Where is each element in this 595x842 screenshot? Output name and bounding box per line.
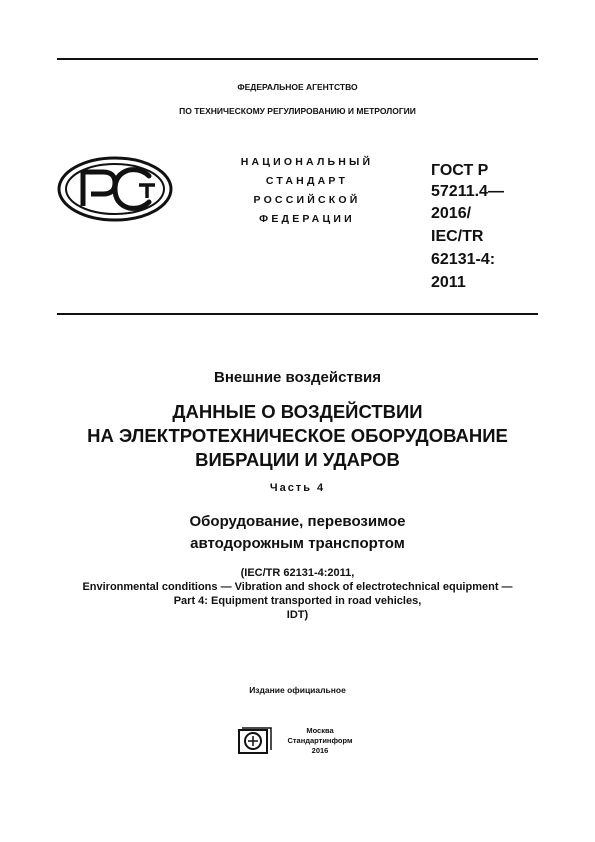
reference-line-3: Part 4: Equipment transported in road vehicles, [173, 595, 422, 607]
reference-line-4: IDT) [286, 609, 309, 621]
part-number: Часть 4 [269, 482, 326, 494]
designation-line-3: 2016/ [431, 205, 472, 222]
title-group: Внешние воздействия [214, 369, 381, 386]
designation-line-2: 57211.4— [431, 183, 504, 200]
title-main-line-2: НА ЭЛЕКТРОТЕХНИЧЕСКОЕ ОБОРУДОВАНИЕ [87, 425, 508, 446]
middle-rule [57, 313, 538, 315]
subtitle-line-2: автодорожным транспортом [190, 535, 405, 552]
publisher-year: 2016 [311, 746, 329, 755]
standard-type-line-1: НАЦИОНАЛЬНЫЙ [240, 156, 374, 168]
publisher-city: Москва [306, 726, 334, 735]
reference-line-1: (IEC/TR 62131-4:2011, [240, 567, 355, 579]
standard-type-line-4: ФЕДЕРАЦИИ [259, 213, 355, 225]
subtitle-line-1: Оборудование, перевозимое [189, 513, 406, 530]
edition-label: Издание официальное [249, 685, 346, 695]
designation-line-6: 2011 [431, 274, 466, 291]
agency-line-2: ПО ТЕХНИЧЕСКОМУ РЕГУЛИРОВАНИЮ И МЕТРОЛОГИИ [179, 106, 416, 116]
designation-line-5: 62131-4: [431, 251, 496, 268]
designation-line-4: IEC/TR [431, 228, 484, 245]
reference-line-2: Environmental conditions — Vibration and shock of electrotechnical equipment — [82, 581, 513, 593]
top-rule [57, 58, 538, 60]
designation-line-1: ГОСТ Р [431, 162, 489, 179]
publisher-name: Стандартинформ [287, 736, 353, 745]
standard-type-line-2: СТАНДАРТ [265, 175, 349, 187]
title-main-line-3: ВИБРАЦИИ И УДАРОВ [195, 449, 400, 470]
agency-line-1: ФЕДЕРАЛЬНОЕ АГЕНТСТВО [237, 82, 358, 92]
standard-type-line-3: РОССИЙСКОЙ [253, 194, 361, 206]
standartinform-logo-icon [238, 725, 274, 755]
gost-r-logo-icon [57, 156, 173, 222]
title-main-line-1: ДАННЫЕ О ВОЗДЕЙСТВИИ [172, 401, 423, 422]
